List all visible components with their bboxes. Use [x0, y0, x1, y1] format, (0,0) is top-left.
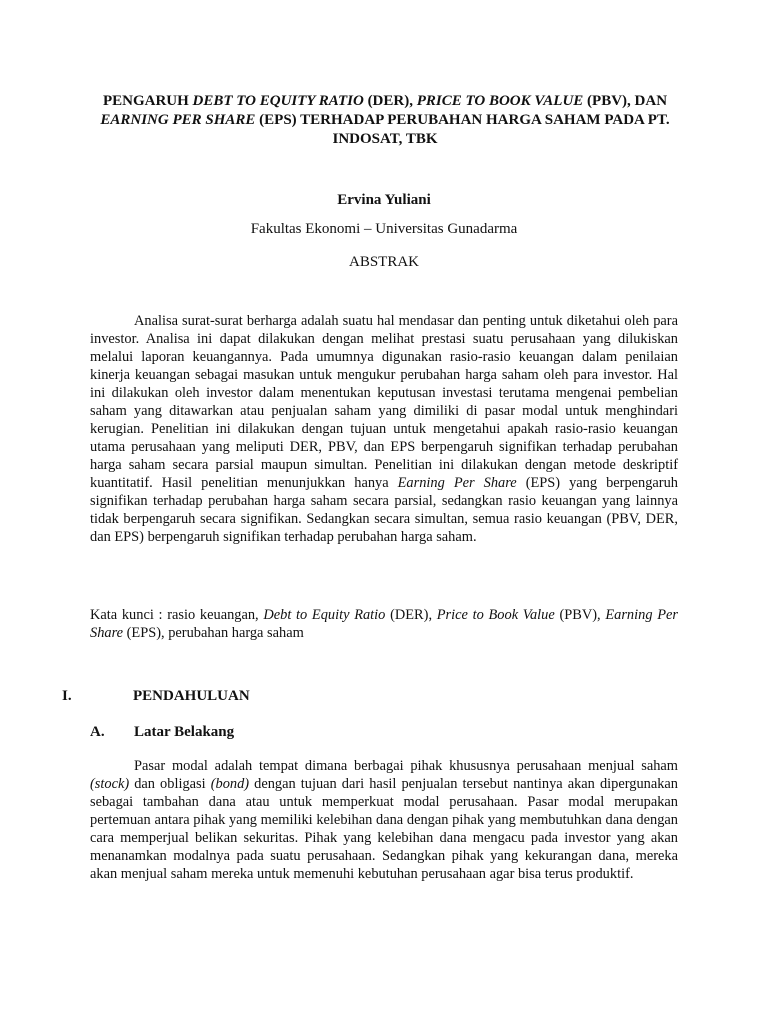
abstract-heading: ABSTRAK [348, 254, 419, 270]
subsection-title: Latar Belakang [134, 724, 235, 740]
keywords: Kata kunci : rasio keuangan, Debt to Equity Ratio (DER), Price to Book Value (PBV), Earning Per Share (EPS), perubahan harga saham [90, 607, 678, 641]
abstract-text: Analisa surat-surat berharga adalah suatu hal mendasar dan penting untuk diketahui oleh para investor. Analisa ini dapat dilakukan dengan melihat prestasi suatu perusahaan yang dilukiskan melalui laporan keuangannya. Pada umumnya digunakan rasio-rasio keuangan dalam penilaian kinerja keuangan sebagai masukan untuk mengukur perubahan harga saham oleh para investor. Hal ini dilakukan oleh investor dalam menentukan keputusan investasi terutama mengenai pembelian saham yang ditawarkan atau penjualan saham yang dimiliki di pasar modal untuk menghindari kerugian. Penelitian ini dilakukan dengan tujuan untuk mengetahui apakah rasio-rasio keuangan utama perusahaan yang meliputi DER, PBV, dan EPS berpengaruh signifikan terhadap perubahan harga saham secara parsial maupun simultan. Penelitian ini dilakukan dengan metode deskriptif kuantitatif. Hasil penelitian menunjukkan hanya Earning Per Share (EPS) yang berpengaruh signifikan terhadap perubahan harga saham secara parsial, sedangkan rasio keuangan yang lainnya tidak berpengaruh secara signifikan. Sedangkan secara simultan, semua rasio keuangan (PBV, DER, dan EPS) berpengaruh signifikan terhadap perubahan harga saham. [90, 313, 678, 545]
section-number: I. [62, 688, 72, 704]
body-paragraph: Pasar modal adalah tempat dimana berbagai pihak khususnya perusahaan menjual saham (stock) dan obligasi (bond) dengan tujuan dari hasil penjualan tersebut nantinya akan dipergunakan sebagai tambahan dana atau untuk memperkuat modal perusahaan. Pasar modal merupakan pertemuan antara pihak yang memiliki kelebihan dana dengan pihak yang membutuhkan dana dengan cara memperjual belikan sekuritas. Pihak yang kelebihan dana mengacu pada investor yang akan menanamkan modalnya pada suatu perusahaan. Sedangkan pihak yang kekurangan dana, mereka akan menjual saham mereka untuk memenuhi kebutuhan perusahaan agar bisa terus produktif. [90, 758, 678, 882]
section-title: PENDAHULUAN [133, 688, 250, 704]
author-affiliation: Fakultas Ekonomi – Universitas Gunadarma [250, 221, 518, 237]
subsection-number: A. [90, 724, 105, 740]
paper-title: PENGARUH DEBT TO EQUITY RATIO (DER), PRICE TO BOOK VALUE (PBV), DAN EARNING PER SHARE (EPS) TERHADAP PERUBAHAN HARGA SAHAM PADA PT. INDOSAT, TBK [100, 93, 670, 147]
author-name: Ervina Yuliani [337, 192, 431, 208]
